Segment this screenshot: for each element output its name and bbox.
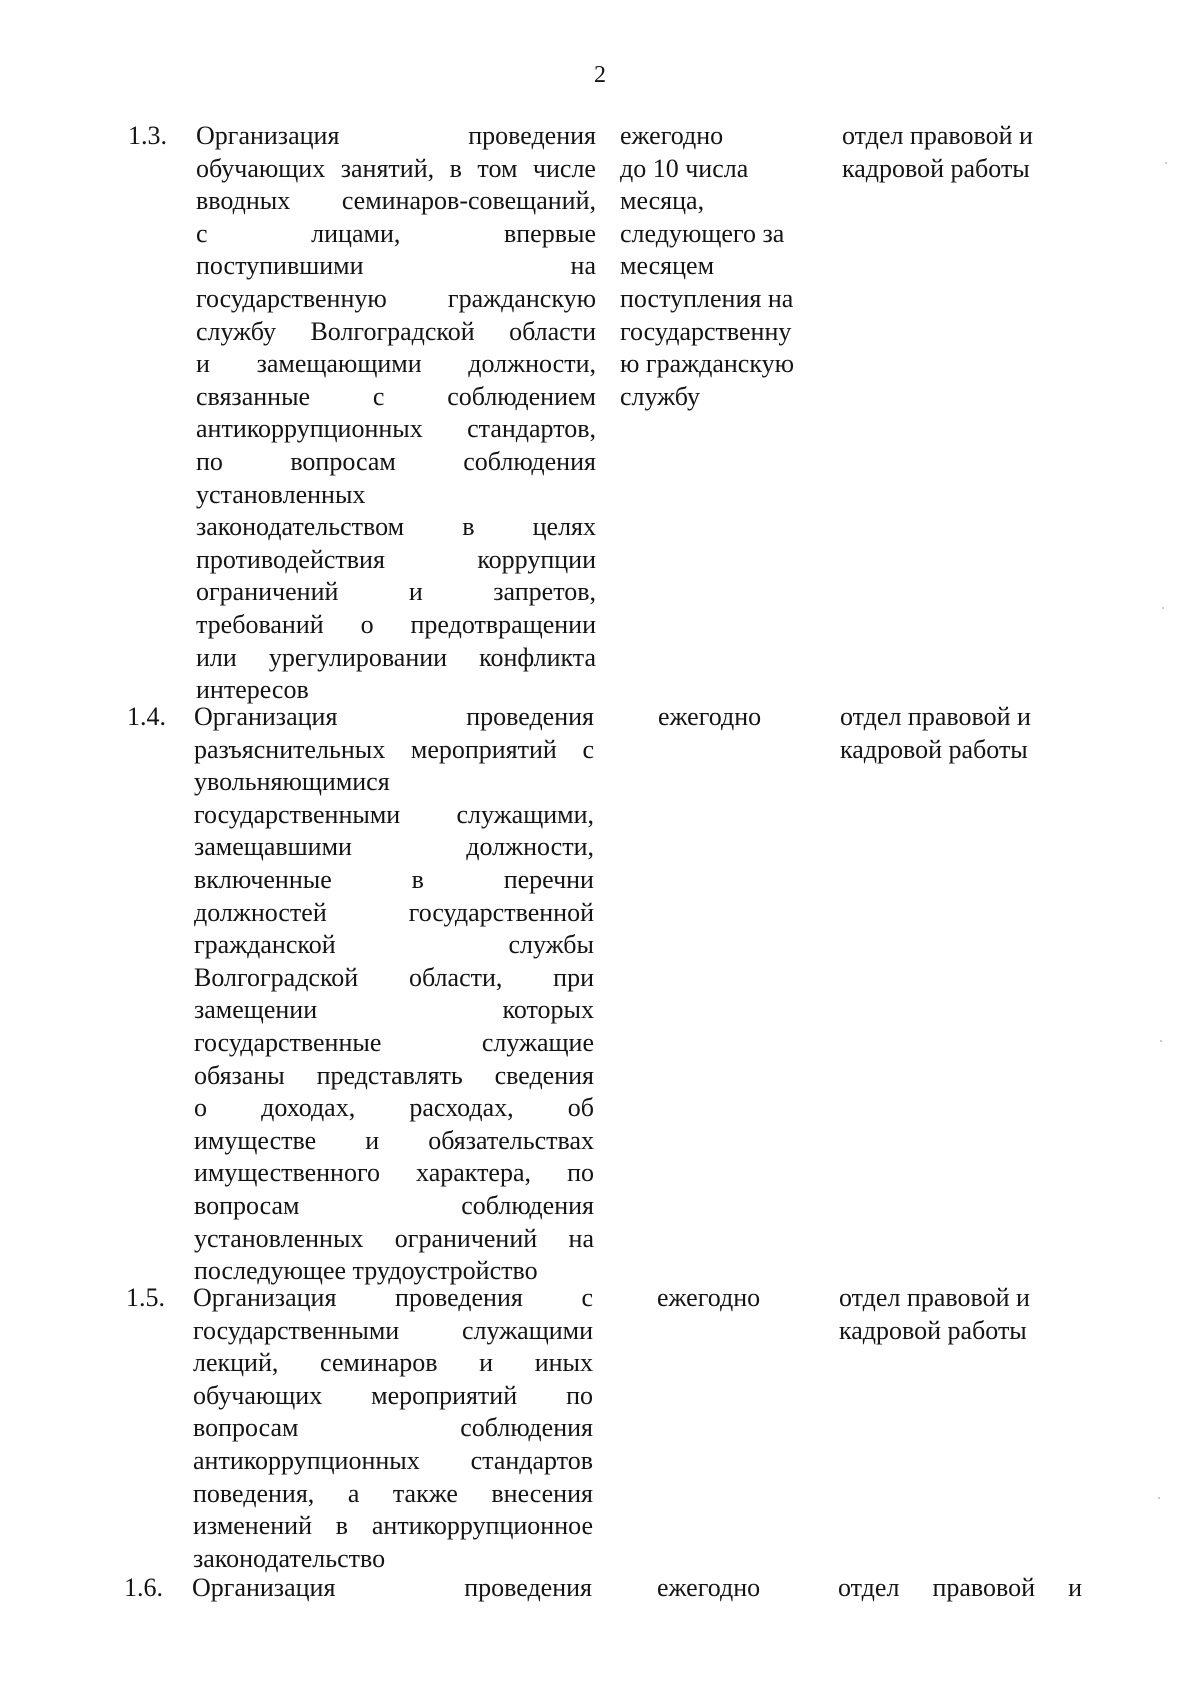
deadline-line: следующего за [620,218,785,248]
description-line: или урегулировании конфликта [196,642,596,672]
description-line: государственными служащими [193,1315,593,1345]
responsible-department [839,1282,1030,1347]
measure-description [196,120,596,707]
description-line: замещении которых [194,995,594,1025]
measure-number: 1.3. [128,121,167,150]
description-line: государственную гражданскую [196,283,596,313]
deadline [657,1282,760,1315]
responsible-line: кадровой работы [840,734,1028,764]
measure-number: 1.5. [126,1283,165,1312]
deadline-line: ежегодно [620,121,724,150]
deadline [657,1572,760,1605]
description-line: гражданской службы [194,930,594,960]
description-line: службу Волгоградской области [196,316,596,346]
deadline-line: службу [620,381,701,411]
description-line: замещавшими должности, [194,832,594,862]
description-line: требований о предотвращении [196,609,596,639]
description-line: должностей государственной [194,897,594,927]
deadline-line: поступления на [620,283,794,313]
responsible-line: отдел правовой и [839,1283,1030,1312]
description-line: антикоррупционных стандартов, [196,414,596,444]
description-line: Организация проведения [192,1573,592,1602]
deadline-line: государственну [620,316,792,346]
deadline [658,701,761,734]
description-line: установленных [196,479,366,509]
description-line: поведения, а также внесения [193,1478,593,1508]
description-line: имуществе и обязательствах [194,1125,594,1155]
responsible-department [842,120,1033,185]
description-line: изменений в антикоррупционное [193,1511,593,1541]
description-line: и замещающими должности, [196,349,596,379]
description-line: разъяснительных мероприятий с [194,734,594,764]
description-line: вопросам соблюдения [193,1413,593,1443]
description-line: вопросам соблюдения [194,1190,594,1220]
deadline-line: ежегодно [657,1573,761,1602]
description-line: связанные с соблюдением [196,381,596,411]
responsible-line: кадровой работы [842,153,1030,183]
responsible-line: отдел правовой и [840,702,1031,731]
description-line: увольняющимися [194,767,390,797]
description-line: имущественного характера, по [194,1158,594,1188]
responsible-department [840,701,1031,766]
description-line: по вопросам соблюдения [196,446,596,476]
description-line: обязаны представлять сведения [194,1060,594,1090]
description-line: Организация проведения с [193,1283,593,1312]
description-line: вводных семинаров-совещаний, [196,186,596,216]
description-line: Волгоградской области, при [194,962,594,992]
deadline-line: месяца, [620,186,705,216]
page-number: 2 [594,62,606,88]
description-line: последующее трудоустройство [194,1256,538,1286]
deadline [620,120,794,413]
measure-description [193,1282,593,1575]
description-line: установленных ограничений на [194,1223,594,1253]
measure-number: 1.4. [127,702,166,731]
deadline-line: месяцем [620,251,715,281]
responsible-department [838,1572,1082,1605]
deadline-line: до 10 числа [620,153,749,183]
description-line: ограничений и запретов, [196,577,596,607]
description-line: поступившими на [196,251,596,281]
deadline-line: ежегодно [657,1283,761,1312]
description-line: государственные служащие [194,1027,594,1057]
description-line: Организация проведения [194,702,594,731]
description-line: лекций, семинаров и иных [193,1348,593,1378]
description-line: государственными служащими, [194,799,594,829]
description-line: законодательство [193,1543,386,1573]
description-line: Организация проведения [196,121,596,150]
description-line: о доходах, расходах, об [194,1093,594,1123]
deadline-line: ю гражданскую [620,349,795,379]
description-line: противодействия коррупции [196,544,596,574]
measure-number: 1.6. [124,1573,163,1602]
responsible-line: кадровой работы [839,1315,1027,1345]
measure-description [194,701,594,1288]
description-line: интересов [196,675,309,705]
description-line: с лицами, впервые [196,218,596,248]
description-line: включенные в перечни [194,864,594,894]
description-line: антикоррупционных стандартов [193,1445,593,1475]
description-line: обучающих занятий, в том числе [196,153,596,183]
responsible-line: отдел правовой и [842,121,1033,150]
measure-description [192,1572,592,1605]
responsible-line: отдел правовой и [838,1573,1082,1602]
deadline-line: ежегодно [658,702,762,731]
description-line: законодательством в целях [196,512,596,542]
description-line: обучающих мероприятий по [193,1380,593,1410]
